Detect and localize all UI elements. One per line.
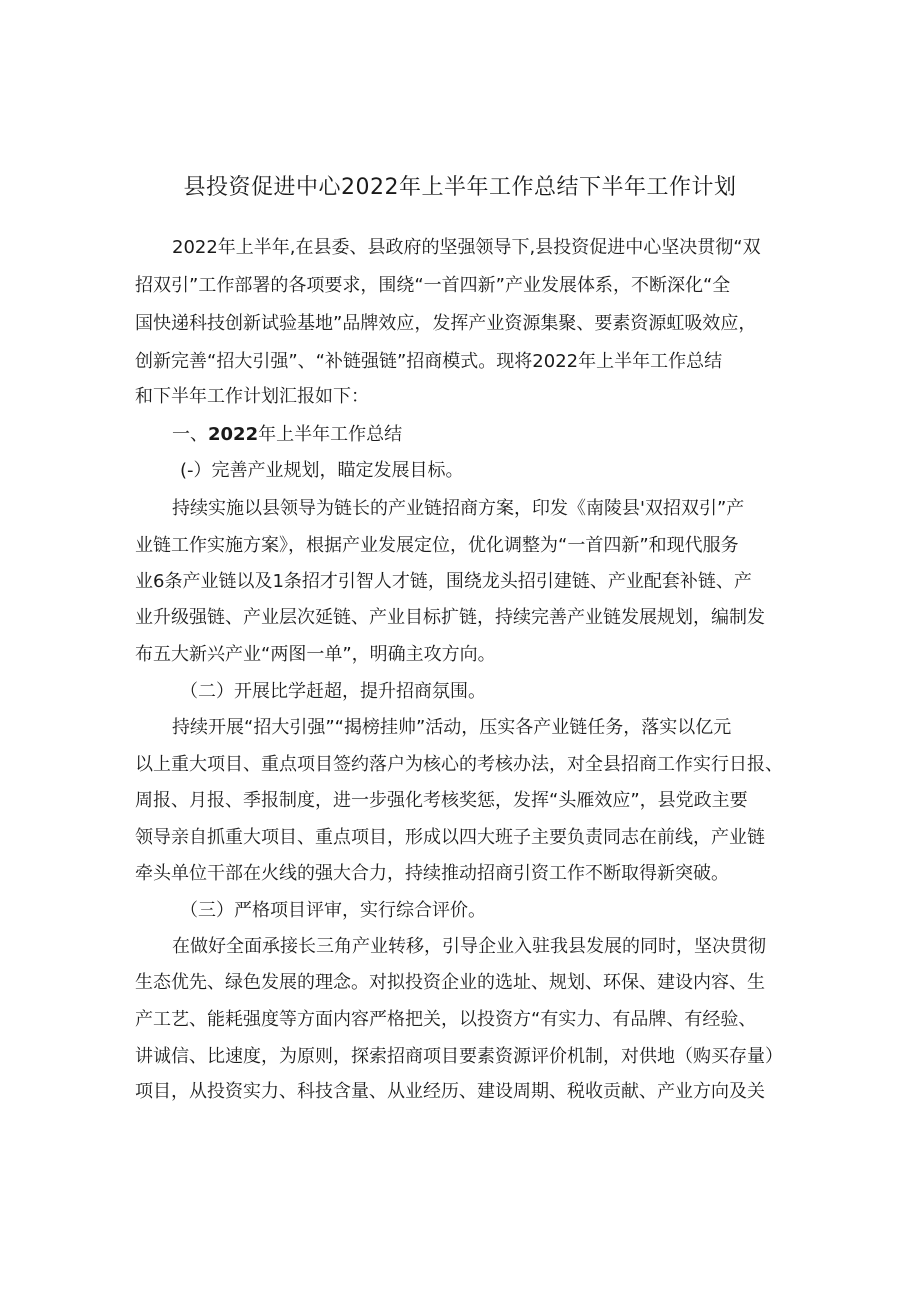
- sub2-line-3: 周报、月报、季报制度，进一步强化考核奖惩，发挥“头雁效应”，县党政主要: [135, 790, 748, 811]
- sub3-line-2: 生态优先、绿色发展的理念。对拟投资企业的选址、规划、环保、建设内容、生: [135, 972, 765, 993]
- sub1-line-2: 业链工作实施方案》，根据产业发展定位，优化调整为“一首四新”和现代服务: [135, 535, 739, 556]
- subsection-heading-1: (-）完善产业规划，瞄定发展目标。: [180, 460, 464, 481]
- section-heading-1: [172, 420, 402, 450]
- intro-line-5: 和下半年工作计划汇报如下：: [135, 386, 369, 407]
- sub2-line-4: 领导亲自抓重大项目、重点项目，形成以四大班子主要负责同志在前线，产业链: [135, 827, 765, 848]
- intro-line-2: 招双引”工作部署的各项要求，围绕“一首四新”产业发展体系，不断深化“全: [135, 275, 731, 296]
- sub1-line-3: 业6条产业链以及1条招才引智人才链，围绕龙头招引建链、产业配套补链、产: [135, 571, 752, 592]
- sub2-line-2: 以上重大项目、重点项目签约落户为核心的考核办法，对全县招商工作实行日报、: [135, 754, 783, 775]
- section-prefix: 一、: [172, 424, 208, 445]
- section-suffix: 年上半年工作总结: [258, 424, 403, 445]
- sub1-line-4: 业升级强链、产业层次延链、产业目标扩链，持续完善产业链发展规划，编制发: [135, 607, 765, 628]
- sub3-line-5: 项目，从投资实力、科技含量、从业经历、建设周期、税收贡献、产业方向及关: [135, 1081, 765, 1102]
- sub1-line-5: 布五大新兴产业“两图一单”，明确主攻方向。: [135, 644, 496, 665]
- sub1-line-1: 持续实施以县领导为链长的产业链招商方案，印发《南陵县'双招双引”产: [172, 498, 745, 519]
- intro-line-1: 2022年上半年,在县委、县政府的坚强领导下,县投资促进中心坚决贯彻“双: [172, 237, 761, 258]
- sub3-line-4: 讲诚信、比速度，为原则，探索招商项目要素资源评价机制，对供地（购买存量）: [135, 1046, 783, 1067]
- subsection-heading-3: （三）严格项目评审，实行综合评价。: [180, 900, 486, 921]
- sub2-line-5: 牵头单位干部在火线的强大合力，持续推动招商引资工作不断取得新突破。: [135, 863, 729, 884]
- sub2-line-1: 持续开展“招大引强”“揭榜挂帅”活动，压实各产业链任务，落实以亿元: [172, 717, 732, 738]
- intro-line-3: 国快递科技创新试验基地”品牌效应，发挥产业资源集聚、要素资源虹吸效应，: [135, 313, 757, 334]
- sub3-line-3: 产工艺、能耗强度等方面内容严格把关，以投资方“有实力、有品牌、有经验、: [135, 1009, 757, 1030]
- subsection-heading-2: （二）开展比学赶超，提升招商氛围。: [180, 681, 486, 702]
- section-number: 2022: [208, 424, 259, 445]
- intro-line-4: 创新完善“招大引强”、“补链强链”招商模式。现将2022年上半年工作总结: [135, 351, 723, 372]
- document-title: 县投资促进中心2022年上半年工作总结下半年工作计划: [183, 175, 737, 200]
- sub3-line-1: 在做好全面承接长三角产业转移，引导企业入驻我县发展的同时，坚决贯彻: [172, 936, 766, 957]
